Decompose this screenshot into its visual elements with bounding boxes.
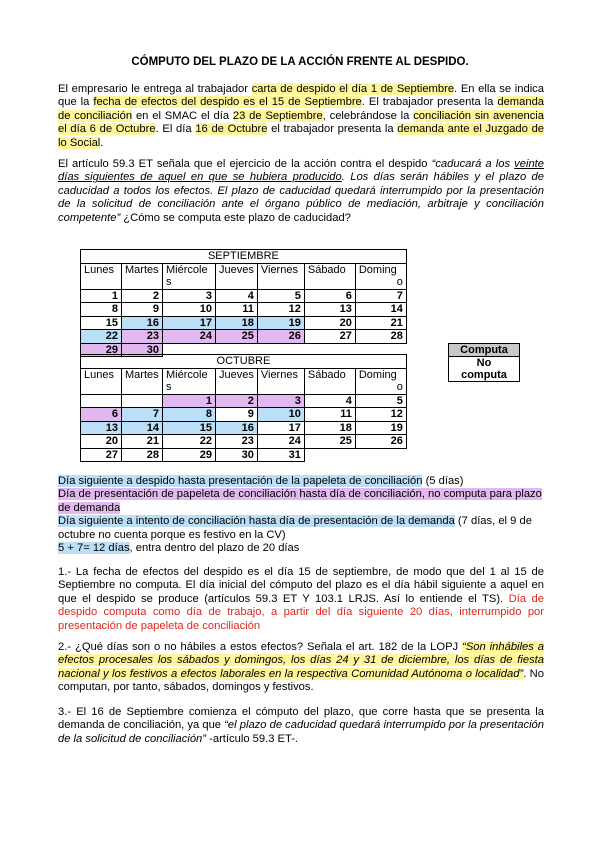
article-quote: . Los días serán hábiles y el plazo de caducidad a todos los efectos. El plazo de caducidad quedará interrumpido por la presentación de la solicitud de conciliación ante el órgano público de mediación, arbitraje y conciliación competente”: [58, 171, 544, 224]
day-cell: 12: [257, 303, 304, 317]
key-highlight-violet: Día de presentación de papeleta de conciliación hasta día de conciliación, no computa para plazo de demanda: [58, 488, 542, 514]
key-line-1: [58, 475, 544, 488]
day-cell-computa: 15: [163, 421, 216, 435]
day-cell: 26: [355, 435, 406, 449]
weekday-header-wrap: o: [355, 276, 406, 289]
day-cell: 24: [257, 435, 304, 449]
day-cell: 18: [304, 421, 355, 435]
calendar-october: [80, 354, 407, 462]
day-cell: 30: [216, 448, 258, 462]
day-cell: 21: [355, 316, 406, 330]
point-1-red-note: Día de despido computa como día de trabajo, a partir del día siguiente 20 días, interrumpido por presentación de papeleta de conciliación: [58, 592, 545, 632]
weekday-header: Doming: [355, 263, 406, 276]
weekday-header-wrap: [304, 381, 355, 394]
weekday-header-wrap: [122, 276, 163, 289]
weekday-header: Lunes: [81, 368, 122, 381]
day-cell-computa: 19: [257, 316, 304, 330]
point-2-paragraph: [58, 641, 544, 695]
weekday-header-wrap: [81, 276, 122, 289]
point-1-paragraph: [58, 566, 544, 633]
intro-text: . El trabajador presenta la: [361, 96, 498, 109]
intro-highlight-efectos: fecha de efectos del despido es el 15 de Septiembre: [93, 96, 362, 109]
day-cell: 29: [163, 448, 216, 462]
day-cell-empty: [81, 394, 122, 408]
intro-highlight-demanda-conciliacion: demanda de conciliación: [58, 96, 545, 122]
weekday-header-wrap: [257, 276, 304, 289]
color-key: [58, 475, 544, 555]
key-line-4: [58, 542, 544, 555]
point-2-quote: “Son inhábiles a efectos procesales los sábados y domingos, los días 24 y 31 de diciembre, los días de fiesta nacional y los festivos a efectos laborales en la respectiva Comunidad Autónoma o localidad”: [58, 641, 545, 680]
weekday-header-wrap: s: [163, 381, 216, 394]
day-cell: 9: [122, 303, 163, 317]
calendar-september: [80, 249, 407, 357]
key-line-2: [58, 488, 544, 515]
day-cell-interrupted: 2: [216, 394, 258, 408]
point-3-text: 3.- El 16 de Septiembre comienza el cómputo del plazo, que corre hasta que se presenta la demanda de conciliación, ya que: [58, 706, 544, 732]
weekday-header-wrap: [257, 381, 304, 394]
day-cell: 3: [163, 289, 216, 303]
day-cell-computa: 7: [122, 408, 163, 422]
day-cell: 5: [355, 394, 406, 408]
day-cell: 20: [81, 435, 122, 449]
weekday-header: Jueves: [216, 368, 258, 381]
day-cell: 14: [355, 303, 406, 317]
day-cell-computa: 13: [81, 421, 122, 435]
day-cell-interrupted: 30: [122, 343, 163, 357]
weekday-header: Miércole: [163, 368, 216, 381]
day-cell: 9: [216, 408, 258, 422]
day-cell: 2: [122, 289, 163, 303]
point-3-text: -artículo 59.3 ET-.: [206, 732, 299, 745]
point-3-quote: “el plazo de caducidad quedará interrumpido por la presentación de la solicitud de conciliación”: [58, 719, 545, 745]
day-cell: 25: [304, 435, 355, 449]
day-cell: 13: [304, 303, 355, 317]
point-2-text: 2.- ¿Qué días son o no hábiles a estos efectos? Señala el art. 182 de la LOPJ: [58, 641, 463, 653]
intro-highlight-conciliacion: conciliación sin avenencia el día 6 de Octubre: [58, 109, 545, 136]
day-cell-empty: [355, 448, 406, 462]
weekday-header: Sábado: [304, 263, 355, 276]
day-cell: 21: [122, 435, 163, 449]
weekday-header: Martes: [122, 263, 163, 276]
article-question: ¿Cómo se computa este plazo de caducidad?: [120, 211, 351, 224]
key-highlight-blue: Día siguiente a despido hasta presentación de la papeleta de conciliación: [58, 475, 423, 487]
intro-text: . El día: [155, 123, 196, 136]
day-cell: 28: [355, 330, 406, 344]
day-cell-computa: 8: [163, 408, 216, 422]
day-cell: 6: [304, 289, 355, 303]
day-cell: 15: [81, 316, 122, 330]
day-cell-interrupted: 3: [257, 394, 304, 408]
weekday-header: Doming: [355, 368, 406, 381]
weekday-header-wrap: [81, 381, 122, 394]
day-cell-empty: [304, 448, 355, 462]
intro-paragraph: [58, 83, 544, 150]
day-cell: 11: [216, 303, 258, 317]
day-cell-interrupted: 26: [257, 330, 304, 344]
day-cell: 27: [304, 330, 355, 344]
day-cell-interrupted: 23: [122, 330, 163, 344]
day-cell-interrupted: 29: [81, 343, 122, 357]
key-text: , entra dentro del plazo de 20 días: [129, 542, 300, 555]
legend-computa: Computa: [449, 344, 520, 357]
weekday-header: Jueves: [216, 263, 258, 276]
day-cell: 31: [257, 448, 304, 462]
month-name-september: SEPTIEMBRE: [81, 250, 407, 264]
weekday-header: Viernes: [257, 263, 304, 276]
weekday-header: Viernes: [257, 368, 304, 381]
calendar-legend: [448, 343, 520, 382]
day-cell: 5: [257, 289, 304, 303]
day-cell-interrupted: 6: [81, 408, 122, 422]
weekday-header-wrap: s: [163, 276, 216, 289]
article-text: El artículo 59.3 ET señala que el ejercicio de la acción contra el despido: [58, 158, 432, 170]
legend-no-computa: No computa: [449, 357, 520, 382]
article-paragraph: [58, 158, 544, 225]
intro-text: El empresario le entrega al trabajador: [58, 83, 252, 95]
key-text: (5 días): [422, 475, 464, 487]
day-cell-interrupted: 1: [163, 394, 216, 408]
point-1-text: 1.- La fecha de efectos del despido es el día 15 de septiembre, de modo que del 1 al 15 de Septiembre no computa. El día inicial del cómputo del plazo es el día hábil siguiente a aquel en que el despido se produce (artículos 59.3 ET Y 103.1 LRJS. Así lo entiende el TS).: [58, 566, 544, 605]
key-text: (7 días, el 9 de octubre no cuenta porque es festivo en la CV): [58, 515, 532, 541]
document-title: CÓMPUTO DEL PLAZO DE LA ACCIÓN FRENTE AL DESPIDO.: [131, 56, 469, 68]
intro-text: en el SMAC el día: [132, 109, 233, 122]
key-highlight-blue: Día siguiente a intento de conciliación hasta día de presentación de la demanda: [58, 515, 455, 528]
day-cell: 11: [304, 408, 355, 422]
day-cell-computa: 10: [257, 408, 304, 422]
intro-highlight-23-sept: 23 de Septiembre: [232, 109, 323, 122]
day-cell: 17: [257, 421, 304, 435]
day-cell-computa: 18: [216, 316, 258, 330]
day-cell: 4: [216, 289, 258, 303]
day-cell: 27: [81, 448, 122, 462]
intro-text: , celebrándose la: [322, 109, 414, 122]
day-cell: 19: [355, 421, 406, 435]
day-cell: 22: [163, 435, 216, 449]
intro-text: el trabajador presenta la: [267, 123, 398, 136]
day-cell: 28: [122, 448, 163, 462]
day-cell-computa: 16: [122, 316, 163, 330]
day-cell-interrupted: 24: [163, 330, 216, 344]
weekday-header: Sábado: [304, 368, 355, 381]
key-highlight-blue: 5 + 7= 12 días: [58, 542, 130, 555]
day-cell-interrupted: 25: [216, 330, 258, 344]
weekday-header: Lunes: [81, 263, 122, 276]
day-cell: 7: [355, 289, 406, 303]
article-quote-underlined: veinte días siguientes de aquel en que se hubiera producido: [58, 158, 544, 184]
intro-highlight-carta: carta de despido el día 1 de Septiembre: [251, 83, 455, 95]
weekday-header-wrap: o: [355, 381, 406, 394]
weekday-header-wrap: [216, 276, 258, 289]
day-cell-computa: 16: [216, 421, 258, 435]
day-cell: 4: [304, 394, 355, 408]
day-cell-computa: 22: [81, 330, 122, 344]
weekday-header-wrap: [304, 276, 355, 289]
weekday-header-wrap: [122, 381, 163, 394]
intro-text: . En ella se indica que la: [58, 83, 544, 109]
intro-highlight-16-oct: 16 de Octubre: [195, 123, 268, 136]
intro-highlight-demanda-juzgado: demanda ante el Juzgado de lo Social: [58, 123, 545, 149]
point-2-text: . No computan, por tanto, sábados, domingos y festivos.: [58, 667, 544, 694]
day-cell-computa: 14: [122, 421, 163, 435]
key-line-3: [58, 515, 544, 542]
day-cell-empty: [122, 394, 163, 408]
intro-text: .: [100, 136, 104, 149]
month-name-october: OCTUBRE: [81, 355, 407, 369]
weekday-header: Martes: [122, 368, 163, 381]
day-cell: 10: [163, 303, 216, 317]
point-3-paragraph: [58, 706, 544, 746]
day-cell-computa: 17: [163, 316, 216, 330]
day-cell: 20: [304, 316, 355, 330]
article-quote: “caducará a los: [431, 158, 515, 170]
day-cell: 1: [81, 289, 122, 303]
weekday-header: Miércole: [163, 263, 216, 276]
day-cell: 8: [81, 303, 122, 317]
day-cell: 12: [355, 408, 406, 422]
day-cell: 23: [216, 435, 258, 449]
weekday-header-wrap: [216, 381, 258, 394]
